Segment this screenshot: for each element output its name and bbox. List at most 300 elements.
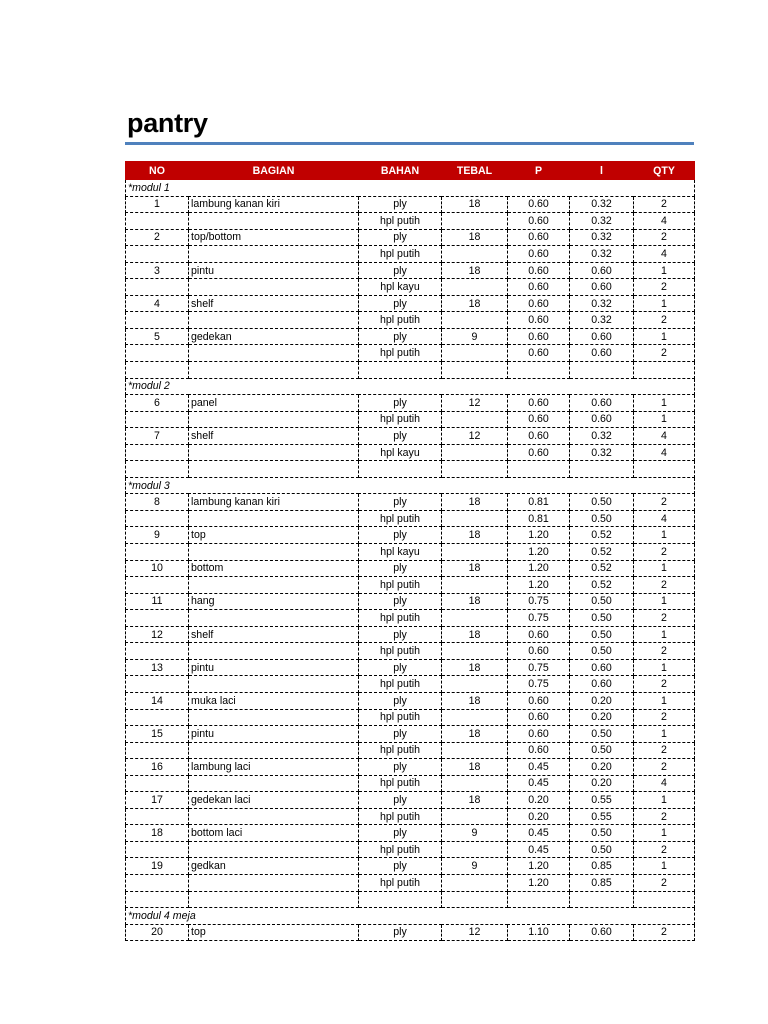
cell-no: 2 (126, 229, 189, 246)
cell-no (126, 874, 189, 891)
cell-bagian (189, 213, 359, 230)
cell-no: 19 (126, 858, 189, 875)
section-row (126, 477, 695, 494)
cell-bahan: ply (359, 593, 442, 610)
cell-no: 11 (126, 593, 189, 610)
cell-bagian (189, 577, 359, 594)
cell-qty (634, 461, 695, 478)
section-label: *modul 4 meja (126, 908, 695, 925)
cell-bagian: gedekan laci (189, 792, 359, 809)
cell-tebal: 18 (442, 726, 508, 743)
cell-l (570, 362, 634, 379)
cell-l: 0.60 (570, 924, 634, 941)
cell-no: 5 (126, 328, 189, 345)
cell-qty: 2 (634, 312, 695, 329)
cell-no (126, 246, 189, 263)
cell-p: 0.60 (508, 692, 570, 709)
table-row (126, 345, 695, 362)
cell-l: 0.60 (570, 411, 634, 428)
table-row (126, 213, 695, 230)
cell-bahan: hpl putih (359, 742, 442, 759)
cell-p: 0.60 (508, 246, 570, 263)
cell-bahan: ply (359, 626, 442, 643)
cell-bagian: bottom laci (189, 825, 359, 842)
page-title: pantry (127, 108, 208, 138)
header-qty: QTY (634, 162, 695, 180)
table-row (126, 626, 695, 643)
table-row (126, 279, 695, 296)
cell-l: 0.50 (570, 726, 634, 743)
cell-no: 18 (126, 825, 189, 842)
table-row (126, 229, 695, 246)
cell-tebal: 9 (442, 825, 508, 842)
cell-qty: 2 (634, 610, 695, 627)
cell-qty: 2 (634, 643, 695, 660)
cell-tebal: 9 (442, 858, 508, 875)
header-bagian: BAGIAN (189, 162, 359, 180)
cell-bahan: ply (359, 428, 442, 445)
cell-qty: 1 (634, 858, 695, 875)
cell-tebal: 12 (442, 395, 508, 412)
cutting-list-table (125, 161, 695, 941)
table-row (126, 246, 695, 263)
cell-p: 0.60 (508, 742, 570, 759)
cell-p: 0.45 (508, 825, 570, 842)
cell-bagian (189, 610, 359, 627)
cell-tebal: 18 (442, 659, 508, 676)
cell-qty: 2 (634, 742, 695, 759)
table-row (126, 411, 695, 428)
cell-bahan: ply (359, 395, 442, 412)
cell-no (126, 676, 189, 693)
cell-no: 15 (126, 726, 189, 743)
table-row (126, 577, 695, 594)
cell-qty: 2 (634, 841, 695, 858)
cell-no: 17 (126, 792, 189, 809)
cell-qty: 2 (634, 874, 695, 891)
cell-tebal: 18 (442, 229, 508, 246)
cell-bagian (189, 775, 359, 792)
table-body (126, 180, 695, 941)
cell-tebal: 18 (442, 494, 508, 511)
cell-tebal: 9 (442, 328, 508, 345)
cell-bagian (189, 891, 359, 908)
cell-no (126, 279, 189, 296)
cell-l: 0.20 (570, 709, 634, 726)
table-row (126, 858, 695, 875)
cell-bagian (189, 544, 359, 561)
cell-bahan: hpl putih (359, 312, 442, 329)
cell-l: 0.32 (570, 196, 634, 213)
cell-l: 0.20 (570, 775, 634, 792)
cell-qty: 2 (634, 494, 695, 511)
cell-l: 0.85 (570, 858, 634, 875)
header-tebal: TEBAL (442, 162, 508, 180)
cell-bahan: ply (359, 295, 442, 312)
cell-bagian: lambung kanan kiri (189, 196, 359, 213)
cell-p: 0.60 (508, 444, 570, 461)
cell-bagian (189, 411, 359, 428)
cell-bahan: hpl putih (359, 841, 442, 858)
table-row (126, 444, 695, 461)
cell-no: 9 (126, 527, 189, 544)
table-row (126, 312, 695, 329)
cell-no (126, 709, 189, 726)
cell-l: 0.32 (570, 295, 634, 312)
table-row (126, 775, 695, 792)
cell-qty: 2 (634, 345, 695, 362)
cell-qty: 1 (634, 395, 695, 412)
cell-qty: 4 (634, 213, 695, 230)
header-no: NO (126, 162, 189, 180)
cell-p: 0.60 (508, 428, 570, 445)
cell-p (508, 891, 570, 908)
cell-tebal (442, 891, 508, 908)
cell-bagian: bottom (189, 560, 359, 577)
cell-tebal (442, 362, 508, 379)
cell-l (570, 461, 634, 478)
cell-tebal (442, 444, 508, 461)
cell-qty: 1 (634, 328, 695, 345)
section-row (126, 908, 695, 925)
cell-bahan: ply (359, 858, 442, 875)
cell-tebal (442, 610, 508, 627)
cell-l: 0.50 (570, 841, 634, 858)
cell-bahan: ply (359, 229, 442, 246)
cell-no: 20 (126, 924, 189, 941)
header-p: P (508, 162, 570, 180)
cell-p: 0.60 (508, 312, 570, 329)
cell-bagian (189, 246, 359, 263)
table-row (126, 295, 695, 312)
cell-qty: 4 (634, 246, 695, 263)
cell-tebal (442, 345, 508, 362)
cell-p: 1.20 (508, 560, 570, 577)
cell-p: 1.20 (508, 858, 570, 875)
cell-l: 0.60 (570, 262, 634, 279)
cell-qty: 1 (634, 593, 695, 610)
cell-p: 0.60 (508, 262, 570, 279)
cell-tebal: 18 (442, 593, 508, 610)
table-row (126, 825, 695, 842)
cell-no (126, 312, 189, 329)
cell-bagian (189, 345, 359, 362)
cell-qty: 1 (634, 411, 695, 428)
cell-tebal (442, 510, 508, 527)
table-row (126, 262, 695, 279)
cell-p: 0.60 (508, 643, 570, 660)
cell-p: 0.60 (508, 279, 570, 296)
cell-l: 0.32 (570, 444, 634, 461)
cell-bahan: ply (359, 560, 442, 577)
cell-qty: 2 (634, 196, 695, 213)
cell-bagian: gedekan (189, 328, 359, 345)
cell-tebal: 18 (442, 692, 508, 709)
table-row (126, 808, 695, 825)
cell-tebal: 18 (442, 262, 508, 279)
cell-tebal (442, 577, 508, 594)
cell-p: 0.60 (508, 395, 570, 412)
cell-l: 0.32 (570, 312, 634, 329)
section-label: *modul 3 (126, 477, 695, 494)
cell-p: 0.60 (508, 295, 570, 312)
cell-qty: 1 (634, 527, 695, 544)
table-row (126, 395, 695, 412)
cell-bahan: ply (359, 759, 442, 776)
cell-tebal (442, 213, 508, 230)
cell-no (126, 362, 189, 379)
cell-bahan: ply (359, 924, 442, 941)
cell-qty: 4 (634, 428, 695, 445)
cell-p: 0.75 (508, 593, 570, 610)
cell-l: 0.50 (570, 510, 634, 527)
cell-bahan: ply (359, 825, 442, 842)
table-row (126, 692, 695, 709)
cell-l: 0.50 (570, 643, 634, 660)
cell-tebal (442, 676, 508, 693)
cell-bahan: ply (359, 262, 442, 279)
cell-bagian (189, 841, 359, 858)
cell-p: 0.60 (508, 213, 570, 230)
cell-bahan: hpl putih (359, 709, 442, 726)
cell-bagian: top (189, 924, 359, 941)
section-row (126, 378, 695, 395)
table-row (126, 328, 695, 345)
table-row (126, 874, 695, 891)
cell-no: 12 (126, 626, 189, 643)
table-row (126, 726, 695, 743)
cell-l: 0.60 (570, 676, 634, 693)
cell-bahan: hpl putih (359, 775, 442, 792)
cell-no (126, 610, 189, 627)
cell-l: 0.50 (570, 593, 634, 610)
cell-l: 0.52 (570, 560, 634, 577)
cell-bahan: hpl kayu (359, 444, 442, 461)
cell-bagian (189, 362, 359, 379)
cell-bagian: pintu (189, 659, 359, 676)
cell-p: 0.60 (508, 229, 570, 246)
cell-qty: 2 (634, 577, 695, 594)
cell-p (508, 461, 570, 478)
cell-qty (634, 891, 695, 908)
cell-qty: 2 (634, 709, 695, 726)
cell-qty: 2 (634, 924, 695, 941)
table-row (126, 362, 695, 379)
cell-qty: 2 (634, 544, 695, 561)
cell-no: 14 (126, 692, 189, 709)
cell-l: 0.60 (570, 345, 634, 362)
cell-qty: 1 (634, 295, 695, 312)
cell-p: 1.20 (508, 874, 570, 891)
cell-bagian (189, 312, 359, 329)
cell-bagian: lambung laci (189, 759, 359, 776)
cell-l: 0.32 (570, 428, 634, 445)
cell-l (570, 891, 634, 908)
cell-l: 0.60 (570, 328, 634, 345)
cell-bagian: muka laci (189, 692, 359, 709)
cell-bahan: ply (359, 527, 442, 544)
cell-tebal (442, 775, 508, 792)
cell-qty: 1 (634, 726, 695, 743)
cell-tebal (442, 312, 508, 329)
cell-no (126, 577, 189, 594)
cell-no (126, 411, 189, 428)
table-row (126, 510, 695, 527)
cell-no: 1 (126, 196, 189, 213)
table-row (126, 742, 695, 759)
cell-bagian: top/bottom (189, 229, 359, 246)
cell-no: 8 (126, 494, 189, 511)
cell-l: 0.32 (570, 229, 634, 246)
cell-p: 0.45 (508, 775, 570, 792)
cell-bahan (359, 461, 442, 478)
cell-l: 0.52 (570, 527, 634, 544)
table-row (126, 610, 695, 627)
cell-bahan: hpl putih (359, 246, 442, 263)
cell-l: 0.50 (570, 494, 634, 511)
cell-tebal (442, 841, 508, 858)
cell-no: 4 (126, 295, 189, 312)
cell-bagian (189, 808, 359, 825)
cell-p: 1.10 (508, 924, 570, 941)
cell-bahan: hpl putih (359, 676, 442, 693)
cell-p: 0.81 (508, 494, 570, 511)
table-row (126, 924, 695, 941)
cell-p: 0.75 (508, 676, 570, 693)
cell-no (126, 461, 189, 478)
table-row (126, 461, 695, 478)
cell-bagian (189, 461, 359, 478)
section-row (126, 180, 695, 197)
cell-bahan: ply (359, 792, 442, 809)
cell-tebal (442, 874, 508, 891)
cell-bahan: ply (359, 494, 442, 511)
cell-p: 1.20 (508, 577, 570, 594)
cell-bahan: ply (359, 692, 442, 709)
cell-tebal: 18 (442, 295, 508, 312)
cell-bahan: ply (359, 196, 442, 213)
cell-p: 0.60 (508, 196, 570, 213)
cell-tebal (442, 709, 508, 726)
cell-bahan: hpl putih (359, 874, 442, 891)
cell-bagian: panel (189, 395, 359, 412)
cell-qty: 2 (634, 676, 695, 693)
cell-p: 0.60 (508, 345, 570, 362)
cell-bahan: hpl kayu (359, 544, 442, 561)
cell-p: 0.60 (508, 328, 570, 345)
cell-l: 0.32 (570, 213, 634, 230)
section-label: *modul 2 (126, 378, 695, 395)
cell-tebal (442, 279, 508, 296)
cell-bagian (189, 676, 359, 693)
cell-p: 0.20 (508, 792, 570, 809)
table-row (126, 494, 695, 511)
cell-l: 0.32 (570, 246, 634, 263)
cell-l: 0.55 (570, 808, 634, 825)
cell-p: 1.20 (508, 527, 570, 544)
cell-no (126, 213, 189, 230)
cell-qty: 1 (634, 659, 695, 676)
cell-bahan: hpl putih (359, 345, 442, 362)
cell-l: 0.50 (570, 742, 634, 759)
cell-l: 0.52 (570, 577, 634, 594)
cell-bahan: ply (359, 726, 442, 743)
table-row (126, 643, 695, 660)
cell-p: 0.60 (508, 411, 570, 428)
cell-bagian (189, 643, 359, 660)
table-row (126, 659, 695, 676)
cell-p: 0.45 (508, 841, 570, 858)
table-row (126, 676, 695, 693)
cell-tebal: 18 (442, 759, 508, 776)
cell-bagian: pintu (189, 726, 359, 743)
cell-tebal: 18 (442, 626, 508, 643)
cell-bahan: hpl putih (359, 577, 442, 594)
cell-qty: 4 (634, 775, 695, 792)
cell-qty: 1 (634, 262, 695, 279)
cell-qty: 1 (634, 792, 695, 809)
table-row (126, 428, 695, 445)
cell-tebal (442, 411, 508, 428)
cell-bahan: hpl putih (359, 411, 442, 428)
cell-qty (634, 362, 695, 379)
cell-bagian: shelf (189, 626, 359, 643)
cell-qty: 1 (634, 560, 695, 577)
title-underline (125, 142, 694, 145)
cell-tebal: 18 (442, 560, 508, 577)
cell-no: 10 (126, 560, 189, 577)
cell-bahan (359, 362, 442, 379)
cell-bahan: hpl putih (359, 610, 442, 627)
cell-qty: 2 (634, 229, 695, 246)
cell-tebal: 18 (442, 792, 508, 809)
cell-p: 0.75 (508, 659, 570, 676)
table-row (126, 841, 695, 858)
cell-p: 0.81 (508, 510, 570, 527)
cell-no (126, 775, 189, 792)
table-row (126, 196, 695, 213)
table-row (126, 544, 695, 561)
cell-l: 0.60 (570, 659, 634, 676)
cell-no (126, 891, 189, 908)
cell-tebal (442, 246, 508, 263)
cell-bahan: ply (359, 328, 442, 345)
cell-l: 0.20 (570, 692, 634, 709)
cell-bagian (189, 510, 359, 527)
cell-p: 0.60 (508, 709, 570, 726)
cell-no (126, 544, 189, 561)
cell-l: 0.55 (570, 792, 634, 809)
cell-qty: 1 (634, 825, 695, 842)
table-row (126, 792, 695, 809)
cell-l: 0.50 (570, 825, 634, 842)
cell-qty: 2 (634, 759, 695, 776)
cell-bagian (189, 279, 359, 296)
cell-l: 0.20 (570, 759, 634, 776)
cell-l: 0.50 (570, 626, 634, 643)
cell-no (126, 742, 189, 759)
cell-tebal (442, 643, 508, 660)
cell-bahan: hpl putih (359, 808, 442, 825)
cell-bagian: shelf (189, 428, 359, 445)
cell-no (126, 808, 189, 825)
table-row (126, 527, 695, 544)
cell-qty: 1 (634, 626, 695, 643)
table-row (126, 709, 695, 726)
table-row (126, 891, 695, 908)
cell-qty: 2 (634, 279, 695, 296)
cell-qty: 4 (634, 510, 695, 527)
